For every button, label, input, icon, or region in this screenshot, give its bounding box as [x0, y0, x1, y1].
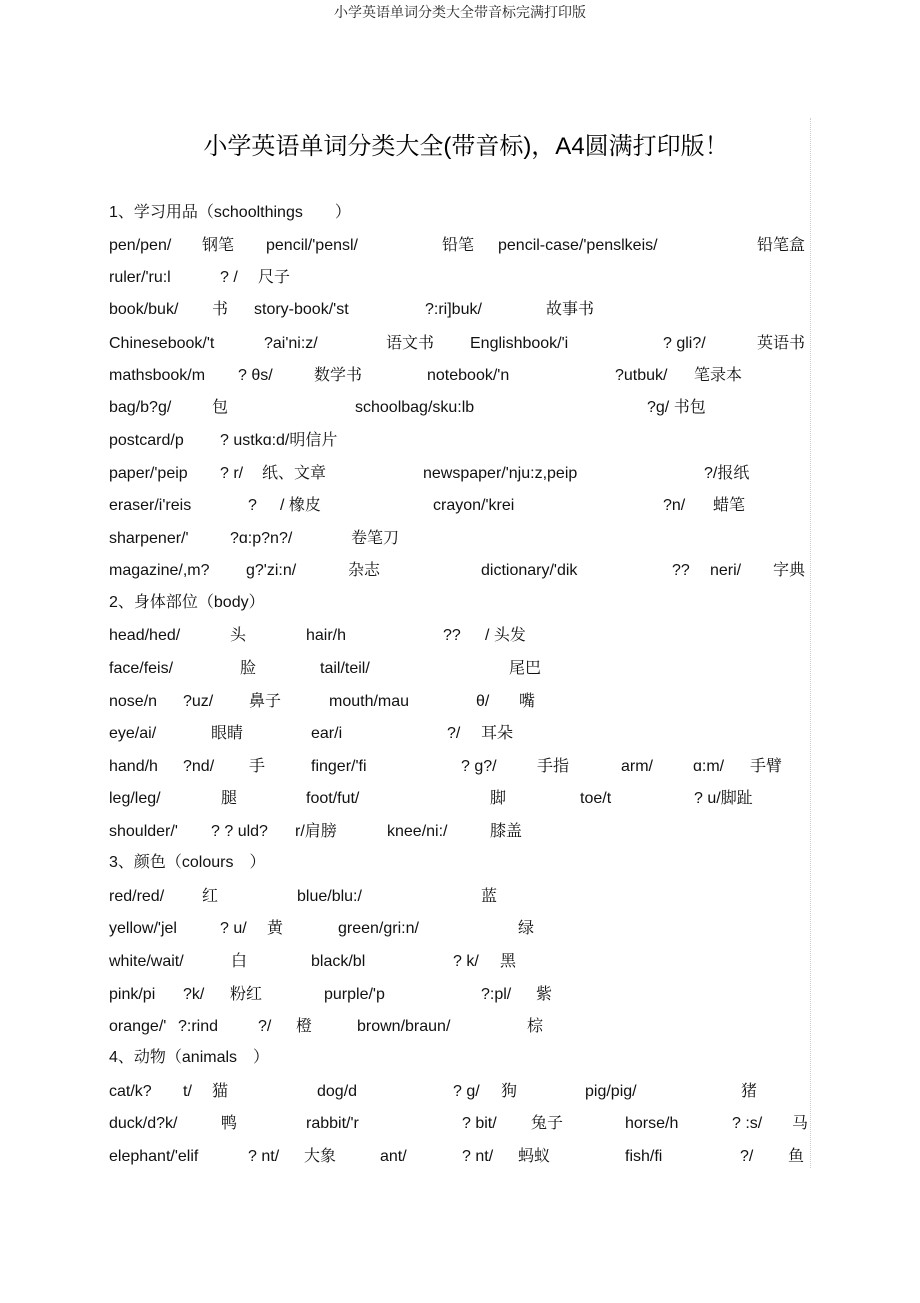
word-entry: ?g/ 书包	[647, 399, 706, 416]
word-entry: ?k/	[183, 986, 205, 1003]
word-entry: 蜡笔	[713, 497, 746, 514]
word-entry: ? u/	[220, 920, 247, 937]
word-entry: 橙	[296, 1018, 313, 1035]
word-entry: 铅笔	[442, 237, 475, 254]
word-entry: 字典	[773, 562, 806, 579]
word-entry: 包	[212, 399, 229, 416]
word-entry: eye/ai/	[109, 725, 157, 742]
word-entry: ear/i	[311, 725, 343, 742]
word-entry: arm/	[621, 758, 653, 775]
word-entry: ? /	[220, 269, 238, 286]
word-entry: 杂志	[348, 562, 381, 579]
word-entry: 大象	[304, 1148, 337, 1165]
word-entry: 2、身体部位（body）	[109, 594, 265, 611]
word-entry: ?:pl/	[481, 986, 512, 1003]
word-entry: ? ? uld?	[211, 823, 268, 840]
word-entry: purple/'p	[324, 986, 385, 1003]
word-entry: 书	[212, 301, 229, 318]
word-entry: 嘴	[519, 693, 536, 710]
word-entry: brown/braun/	[357, 1018, 451, 1035]
word-entry: knee/ni:/	[387, 823, 448, 840]
word-entry: horse/h	[625, 1115, 679, 1132]
word-entry: schoolbag/sku:lb	[355, 399, 475, 416]
word-entry: black/bl	[311, 953, 366, 970]
word-entry: toe/t	[580, 790, 612, 807]
word-entry: hair/h	[306, 627, 347, 644]
word-entry: pencil-case/'penslkeis/	[498, 237, 658, 254]
word-entry: ?:rind	[178, 1018, 219, 1035]
word-entry: red/red/	[109, 888, 165, 905]
word-entry: blue/blu:/	[297, 888, 362, 905]
word-entry: bag/b?g/	[109, 399, 172, 416]
word-entry: 手	[249, 758, 266, 775]
word-entry: 眼睛	[211, 725, 244, 742]
word-entry: ant/	[380, 1148, 407, 1165]
word-entry: ?utbuk/	[615, 367, 668, 384]
word-entry: 白	[231, 953, 248, 970]
word-entry: 笔录本	[694, 367, 743, 384]
word-entry: 故事书	[546, 301, 595, 318]
word-entry: face/feis/	[109, 660, 174, 677]
word-entry: 猪	[741, 1083, 758, 1100]
word-entry: sharpener/'	[109, 530, 189, 547]
word-entry: ? θs/	[238, 367, 273, 384]
word-entry: r/肩膀	[295, 823, 337, 840]
word-entry: 粉红	[230, 986, 263, 1003]
word-entry: ? nt/	[248, 1148, 280, 1165]
word-entry: 数学书	[314, 367, 363, 384]
word-entry: yellow/'jel	[109, 920, 177, 937]
word-entry: 卷笔刀	[351, 530, 400, 547]
word-entry: ?n/	[663, 497, 686, 514]
word-entry: duck/d?k/	[109, 1115, 178, 1132]
word-entry: ɑ:m/	[693, 758, 725, 775]
word-entry: 钢笔	[202, 237, 235, 254]
word-entry: 蚂蚁	[518, 1148, 551, 1165]
word-entry: 腿	[221, 790, 238, 807]
word-entry: t/	[183, 1083, 192, 1100]
word-entry: 紫	[536, 986, 553, 1003]
word-entry: ? bit/	[462, 1115, 497, 1132]
word-entry: 黑	[500, 953, 517, 970]
word-entry: 手臂	[750, 758, 783, 775]
word-entry: 鱼	[788, 1148, 805, 1165]
word-entry: ruler/'ru:l	[109, 269, 171, 286]
word-entry: ? u/脚趾	[694, 790, 753, 807]
word-entry: head/hed/	[109, 627, 181, 644]
word-entry: postcard/p	[109, 432, 184, 449]
word-entry: 纸、文章	[262, 465, 327, 482]
word-entry: 膝盖	[490, 823, 523, 840]
page-header: 小学英语单词分类大全带音标完满打印版	[334, 5, 586, 21]
word-entry: fish/fi	[625, 1148, 663, 1165]
word-entry: ? :s/	[732, 1115, 763, 1132]
word-entry: ?/	[258, 1018, 272, 1035]
word-entry: ? gli?/	[663, 335, 706, 352]
word-entry: mouth/mau	[329, 693, 410, 710]
word-entry: crayon/'krei	[433, 497, 515, 514]
word-entry: rabbit/'r	[306, 1115, 359, 1132]
word-entry: 3、颜色（colours ）	[109, 854, 266, 871]
word-entry: magazine/,m?	[109, 562, 210, 579]
word-entry: pen/pen/	[109, 237, 172, 254]
word-entry: ? k/	[453, 953, 479, 970]
word-entry: green/gri:n/	[338, 920, 419, 937]
word-entry: 耳朵	[481, 725, 514, 742]
word-entry: 蓝	[481, 888, 498, 905]
word-entry: story-book/'st	[254, 301, 349, 318]
word-entry: ??	[672, 562, 690, 579]
word-entry: dictionary/'dik	[481, 562, 578, 579]
word-entry: hand/h	[109, 758, 158, 775]
word-entry: pink/pi	[109, 986, 156, 1003]
word-entry: orange/'	[109, 1018, 167, 1035]
word-entry: 语文书	[386, 335, 435, 352]
word-entry: ? g?/	[461, 758, 497, 775]
word-entry: 猫	[212, 1083, 229, 1100]
word-entry: neri/	[710, 562, 742, 579]
word-entry: 马	[792, 1115, 809, 1132]
word-entry: 黄	[267, 920, 284, 937]
word-entry: ?uz/	[183, 693, 214, 710]
word-entry: 1、学习用品（schoolthings ）	[109, 204, 351, 221]
word-entry: 尾巴	[509, 660, 542, 677]
word-entry: pig/pig/	[585, 1083, 637, 1100]
word-entry: / 橡皮	[280, 497, 321, 514]
word-entry: 脸	[240, 660, 257, 677]
word-entry: 鸭	[221, 1115, 238, 1132]
word-entry: tail/teil/	[320, 660, 370, 677]
word-entry: ?:ri]buk/	[425, 301, 482, 318]
word-entry: / 头发	[485, 627, 526, 644]
word-entry: finger/'fi	[311, 758, 367, 775]
word-entry: 尺子	[258, 269, 291, 286]
word-entry: Chinesebook/'t	[109, 335, 215, 352]
word-entry: 铅笔盒	[757, 237, 806, 254]
word-entry: 头	[230, 627, 247, 644]
word-entry: ?ai'ni:z/	[264, 335, 318, 352]
word-entry: leg/leg/	[109, 790, 161, 807]
word-entry: ?nd/	[183, 758, 215, 775]
word-entry: 鼻子	[249, 693, 282, 710]
word-entry: g?'zi:n/	[246, 562, 297, 579]
word-entry: nose/n	[109, 693, 158, 710]
word-entry: 手指	[537, 758, 570, 775]
word-entry: dog/d	[317, 1083, 358, 1100]
word-entry: ?/报纸	[704, 465, 750, 482]
word-entry: book/buk/	[109, 301, 179, 318]
margin-guide-line	[810, 118, 811, 1168]
word-entry: eraser/i'reis	[109, 497, 192, 514]
word-entry: Englishbook/'i	[470, 335, 569, 352]
word-entry: cat/k?	[109, 1083, 152, 1100]
word-entry: ?/	[740, 1148, 754, 1165]
word-entry: foot/fut/	[306, 790, 360, 807]
document-title: 小学英语单词分类大全(带音标)，A4圆满打印版！	[203, 133, 729, 160]
word-entry: ?	[248, 497, 257, 514]
word-entry: θ/	[476, 693, 490, 710]
word-entry: shoulder/'	[109, 823, 178, 840]
word-entry: ? nt/	[462, 1148, 494, 1165]
word-entry: paper/'peip	[109, 465, 188, 482]
word-entry: 兔子	[531, 1115, 564, 1132]
word-entry: ? r/	[220, 465, 244, 482]
word-entry: elephant/'elif	[109, 1148, 199, 1165]
word-entry: 棕	[527, 1018, 544, 1035]
word-entry: 绿	[518, 920, 535, 937]
word-entry: mathsbook/m	[109, 367, 206, 384]
word-entry: notebook/'n	[427, 367, 510, 384]
word-entry: white/wait/	[109, 953, 184, 970]
word-entry: ??	[443, 627, 461, 644]
word-entry: ? ustkɑ:d/明信片	[220, 432, 338, 449]
word-entry: 狗	[501, 1083, 518, 1100]
word-entry: 脚	[490, 790, 507, 807]
word-entry: newspaper/'nju:z,peip	[423, 465, 578, 482]
word-entry: pencil/'pensl/	[266, 237, 358, 254]
word-entry: 英语书	[757, 335, 806, 352]
word-entry: 红	[202, 888, 219, 905]
word-entry: ?/	[447, 725, 461, 742]
word-entry: 4、动物（animals ）	[109, 1049, 270, 1066]
word-entry: ? g/	[453, 1083, 480, 1100]
word-entry: ?ɑ:p?n?/	[230, 530, 293, 547]
